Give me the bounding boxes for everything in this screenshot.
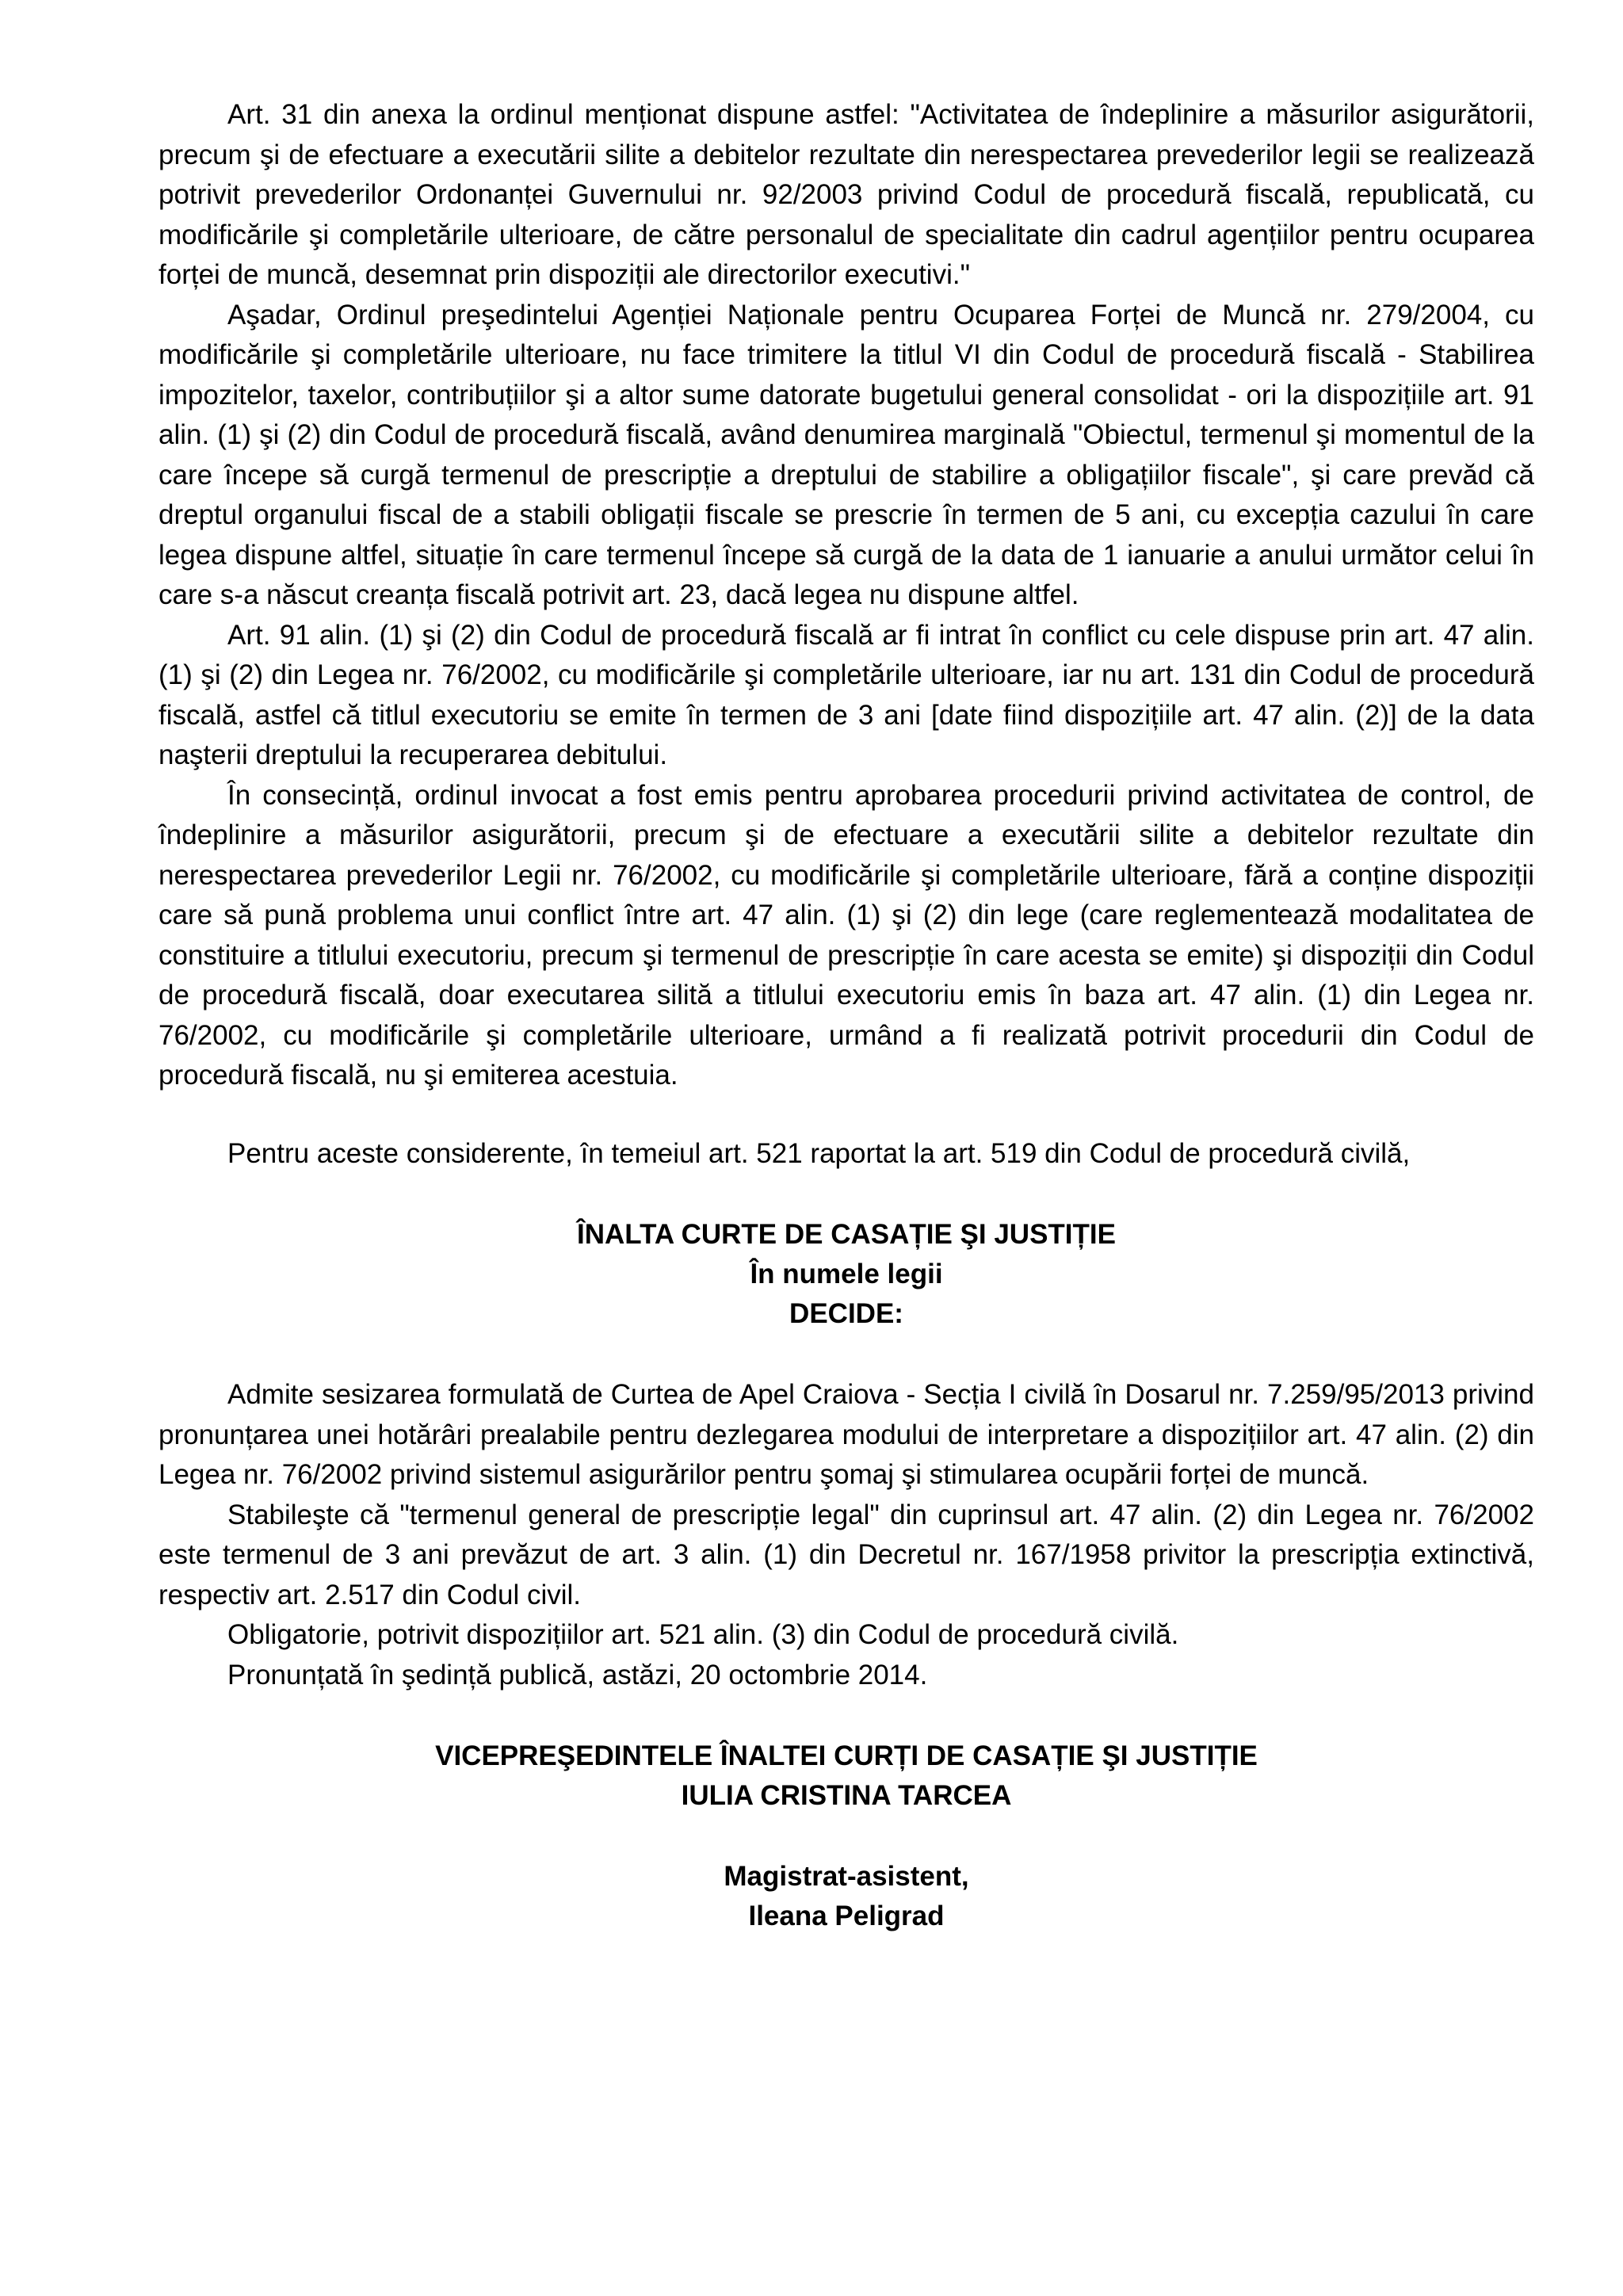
decision-obligatorie: Obligatorie, potrivit dispozițiilor art. 521 alin. (3) din Codul de procedură civilă. [227,1619,1179,1650]
president-title: VICEPREŞEDINTELE ÎNALTEI CURȚI DE CASAȚIE ŞI JUSTIȚIE [435,1740,1258,1771]
spacer [158,1695,1534,1736]
document-body [158,95,1534,1936]
decision-pronuntata: Pronunțată în şedință publică, astăzi, 20 octombrie 2014. [227,1659,928,1690]
paragraph-art-31: Art. 31 din anexa la ordinul menționat dispune astfel: "Activitatea de îndeplinire a măsurilor asigurătorii, precum şi de efectuare a executării silite a debitelor rezultate din nerespectarea prevederilor legii se realizează potrivit prevederilor Ordonanței Guvernului nr. 92/2003 privind Codul de procedură fiscală, republicată, cu modificările şi completările ulterioare, de către personalul de specialitate din cadrul agențiilor pentru ocuparea forței de muncă, desemnat prin dispoziții ale directorilor executivi." [158,99,1534,290]
decision-admite: Admite sesizarea formulată de Curtea de Apel Craiova - Secția I civilă în Dosarul nr. 7.259/95/2013 privind pronunțarea unei hotărâri prealabile pentru dezlegarea modului de interpretare a dispozițiilor art. 47 alin. (2) din Legea nr. 76/2002 privind sistemul asigurărilor pentru şomaj şi stimularea ocupării forței de muncă. [158,1379,1534,1490]
court-name: ÎNALTA CURTE DE CASAȚIE ŞI JUSTIȚIE [577,1219,1116,1250]
assistant-name: Ileana Peligrad [748,1901,945,1931]
court-heading [158,1215,1534,1334]
signature-president [158,1736,1534,1816]
spacer [158,1334,1534,1375]
assistant-title: Magistrat-asistent, [724,1861,969,1892]
signature-assistant [158,1857,1534,1936]
decision-stabileste: Stabileşte că "termenul general de prescripție legal" din cuprinsul art. 47 alin. (2) din Legea nr. 76/2002 este termenul de 3 ani prevăzut de art. 3 alin. (1) din Decretul nr. 167/1958 privitor la prescripția extinctivă, respectiv art. 2.517 din Codul civil. [158,1499,1534,1610]
spacer [158,1174,1534,1215]
paragraph-considerente: Pentru aceste considerente, în temeiul art. 521 raportat la art. 519 din Codul de procedură civilă, [227,1137,1411,1169]
spacer [158,1816,1534,1857]
in-numele-legii: În numele legii [750,1259,943,1289]
paragraph-art-91: Art. 91 alin. (1) şi (2) din Codul de procedură fiscală ar fi intrat în conflict cu cele dispuse prin art. 47 alin. (1) şi (2) din Legea nr. 76/2002, cu modificările şi completările ulterioare, iar nu art. 131 din Codul de procedură fiscală, astfel că titlul executoriu se emite în termen de 3 ani [date fiind dispozițiile art. 47 alin. (2)] de la data naşterii dreptului la recuperarea debitului. [158,619,1534,770]
paragraph-asadar: Aşadar, Ordinul preşedintelui Agenției Naționale pentru Ocuparea Forței de Muncă nr. 279/2004, cu modificările şi completările ulterioare, nu face trimitere la titlul VI din Codul de procedură fiscală - Stabilirea impozitelor, taxelor, contribuțiilor şi a altor sume datorate bugetului general consolidat - ori la dispozițiile art. 91 alin. (1) şi (2) din Codul de procedură fiscală, având denumirea marginală "Obiectul, termenul şi momentul de la care începe să curgă termenul de prescripție a dreptului de stabilire a obligațiilor fiscale", şi care prevăd că dreptul organului fiscal de a stabili obligații fiscale se prescrie în termen de 5 ani, cu excepția cazului în care legea dispune altfel, situație în care termenul începe să curgă de la data de 1 ianuarie a anului următor celui în care s-a născut creanța fiscală potrivit art. 23, dacă legea nu dispune altfel. [158,299,1534,610]
president-name: IULIA CRISTINA TARCEA [681,1780,1012,1811]
spacer [158,1096,1534,1134]
decide-heading: DECIDE: [789,1298,903,1329]
paragraph-in-consecinta: În consecință, ordinul invocat a fost emis pentru aprobarea procedurii privind activitatea de control, de îndeplinire a măsurilor asigurătorii, precum şi de efectuare a executării silite a debitelor rezultate din nerespectarea prevederilor Legii nr. 76/2002, cu modificările şi completările ulterioare, fără a conține dispoziții care să pună problema unui conflict între art. 47 alin. (1) şi (2) din lege (care reglementează modalitatea de constituire a titlului executoriu, precum şi termenul de prescripție în care acesta se emite) şi dispoziții din Codul de procedură fiscală, doar executarea silită a titlului executoriu emis în baza art. 47 alin. (1) din Legea nr. 76/2002, cu modificările şi completările ulterioare, urmând a fi realizată potrivit procedurii din Codul de procedură fiscală, nu şi emiterea acestuia. [158,779,1534,1091]
